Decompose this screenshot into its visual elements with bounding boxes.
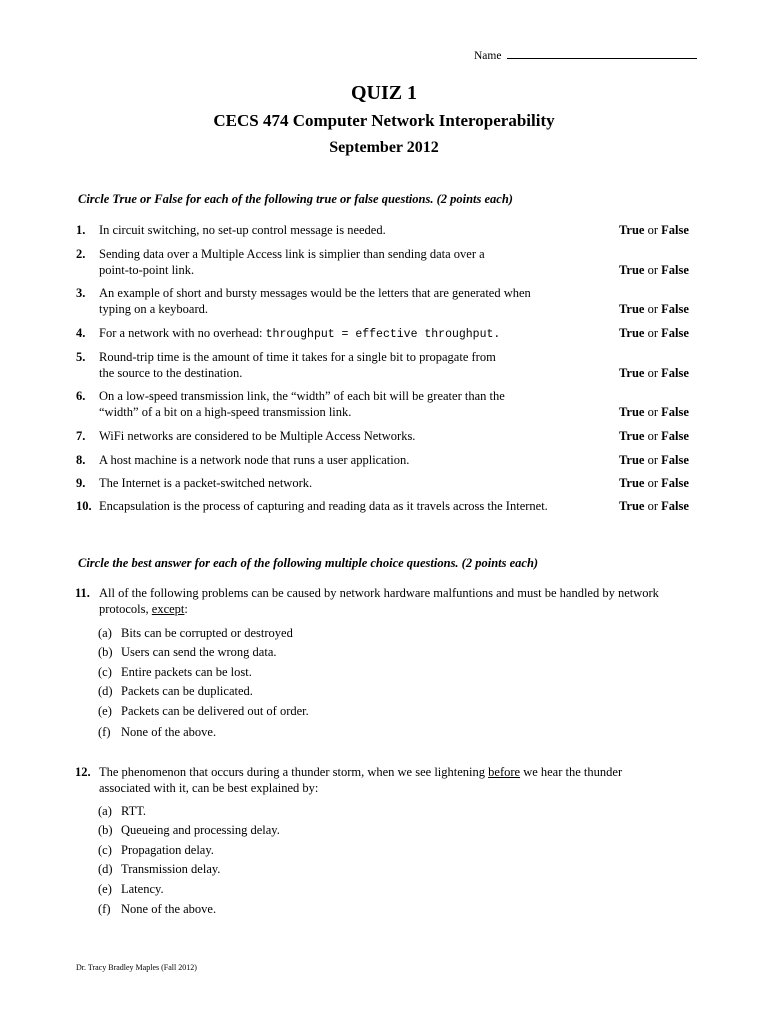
true-false-choice[interactable]: True or False xyxy=(619,262,689,277)
true-false-choice[interactable]: True or False xyxy=(619,365,689,380)
name-field xyxy=(474,47,697,62)
true-false-choice[interactable]: True or False xyxy=(619,429,689,443)
mc-question-11 xyxy=(75,586,675,617)
question-text: An example of short and bursty messages would be the letters that are generated when typing on a keyboard. xyxy=(99,286,531,316)
tf-instructions: Circle True or False for each of the following true or false questions. (2 points each) xyxy=(78,192,513,206)
question-number: 5. xyxy=(76,350,86,364)
footer-author: Dr. Tracy Bradley Maples (Fall 2012) xyxy=(76,963,197,972)
question-number: 3. xyxy=(76,286,86,300)
name-label: Name xyxy=(474,50,502,62)
question-text: A host machine is a network node that runs a user application. xyxy=(99,453,410,467)
question-text: All of the following problems can be caused by network hardware malfuntions and must be handled by network protocols, except: xyxy=(99,586,659,616)
true-false-choice[interactable]: True or False xyxy=(619,301,689,316)
true-false-choice[interactable]: True or False xyxy=(619,499,689,513)
q11-option-a[interactable]: (a) Bits can be corrupted or destroyed xyxy=(98,626,293,640)
q11-option-c[interactable]: (c) Entire packets can be lost. xyxy=(98,665,252,679)
q11-option-d[interactable]: (d) Packets can be duplicated. xyxy=(98,684,253,698)
mc-question-12 xyxy=(75,765,675,796)
q12-option-a[interactable]: (a) RTT. xyxy=(98,804,147,818)
quiz-title: QUIZ 1 xyxy=(350,82,418,104)
question-number: 6. xyxy=(76,389,86,403)
q12-option-e[interactable]: (e) Latency. xyxy=(98,882,164,896)
q12-option-c[interactable]: (c) Propagation delay. xyxy=(98,843,214,857)
question-text: WiFi networks are considered to be Multiple Access Networks. xyxy=(99,429,416,443)
q12-option-f[interactable]: (f) None of the above. xyxy=(98,902,217,916)
true-false-choice[interactable]: True or False xyxy=(619,476,689,490)
question-number: 8. xyxy=(76,453,86,467)
true-false-choice[interactable]: True or False xyxy=(619,223,689,237)
question-number: 11. xyxy=(75,586,90,600)
question-number: 1. xyxy=(76,223,86,237)
question-text: In circuit switching, no set-up control message is needed. xyxy=(99,223,386,237)
q12-option-d[interactable]: (d) Transmission delay. xyxy=(98,862,221,876)
quiz-date: September 2012 xyxy=(329,139,439,156)
course-title: CECS 474 Computer Network Interoperability xyxy=(213,111,555,130)
question-text: For a network with no overhead: throughput = effective throughput. xyxy=(99,326,501,341)
question-text: On a low-speed transmission link, the “width” of each bit will be greater than the “width” of a bit on a high-speed transmission link. xyxy=(99,389,505,419)
code-snippet: throughput = effective throughput. xyxy=(265,328,501,341)
q11-option-f[interactable]: (f) None of the above. xyxy=(98,725,217,739)
q12-option-b[interactable]: (b) Queueing and processing delay. xyxy=(98,823,280,837)
question-number: 7. xyxy=(76,429,86,443)
mc-instructions: Circle the best answer for each of the following multiple choice questions. (2 points each) xyxy=(78,556,539,570)
question-number: 12. xyxy=(75,765,91,779)
question-text: Encapsulation is the process of capturing and reading data as it travels across the Internet. xyxy=(99,499,548,513)
question-text: The phenomenon that occurs during a thunder storm, when we see lightening before we hear the thunder associated with it, can be best explained by: xyxy=(99,765,623,795)
true-false-choice[interactable]: True or False xyxy=(619,326,689,340)
name-blank-line xyxy=(507,47,697,59)
question-number: 2. xyxy=(76,247,86,261)
question-text: Round-trip time is the amount of time it takes for a single bit to propagate from the source to the destination. xyxy=(99,350,496,380)
true-false-choice[interactable]: True or False xyxy=(619,404,689,419)
true-false-choice[interactable]: True or False xyxy=(619,453,689,467)
question-number: 10. xyxy=(76,499,92,513)
question-number: 9. xyxy=(76,476,86,490)
question-text: Sending data over a Multiple Access link is simplier than sending data over a point-to-point link. xyxy=(99,247,485,277)
q11-option-e[interactable]: (e) Packets can be delivered out of order. xyxy=(98,704,309,718)
q11-option-b[interactable]: (b) Users can send the wrong data. xyxy=(98,645,277,659)
question-number: 4. xyxy=(76,326,86,340)
question-text: The Internet is a packet-switched network. xyxy=(99,476,313,490)
